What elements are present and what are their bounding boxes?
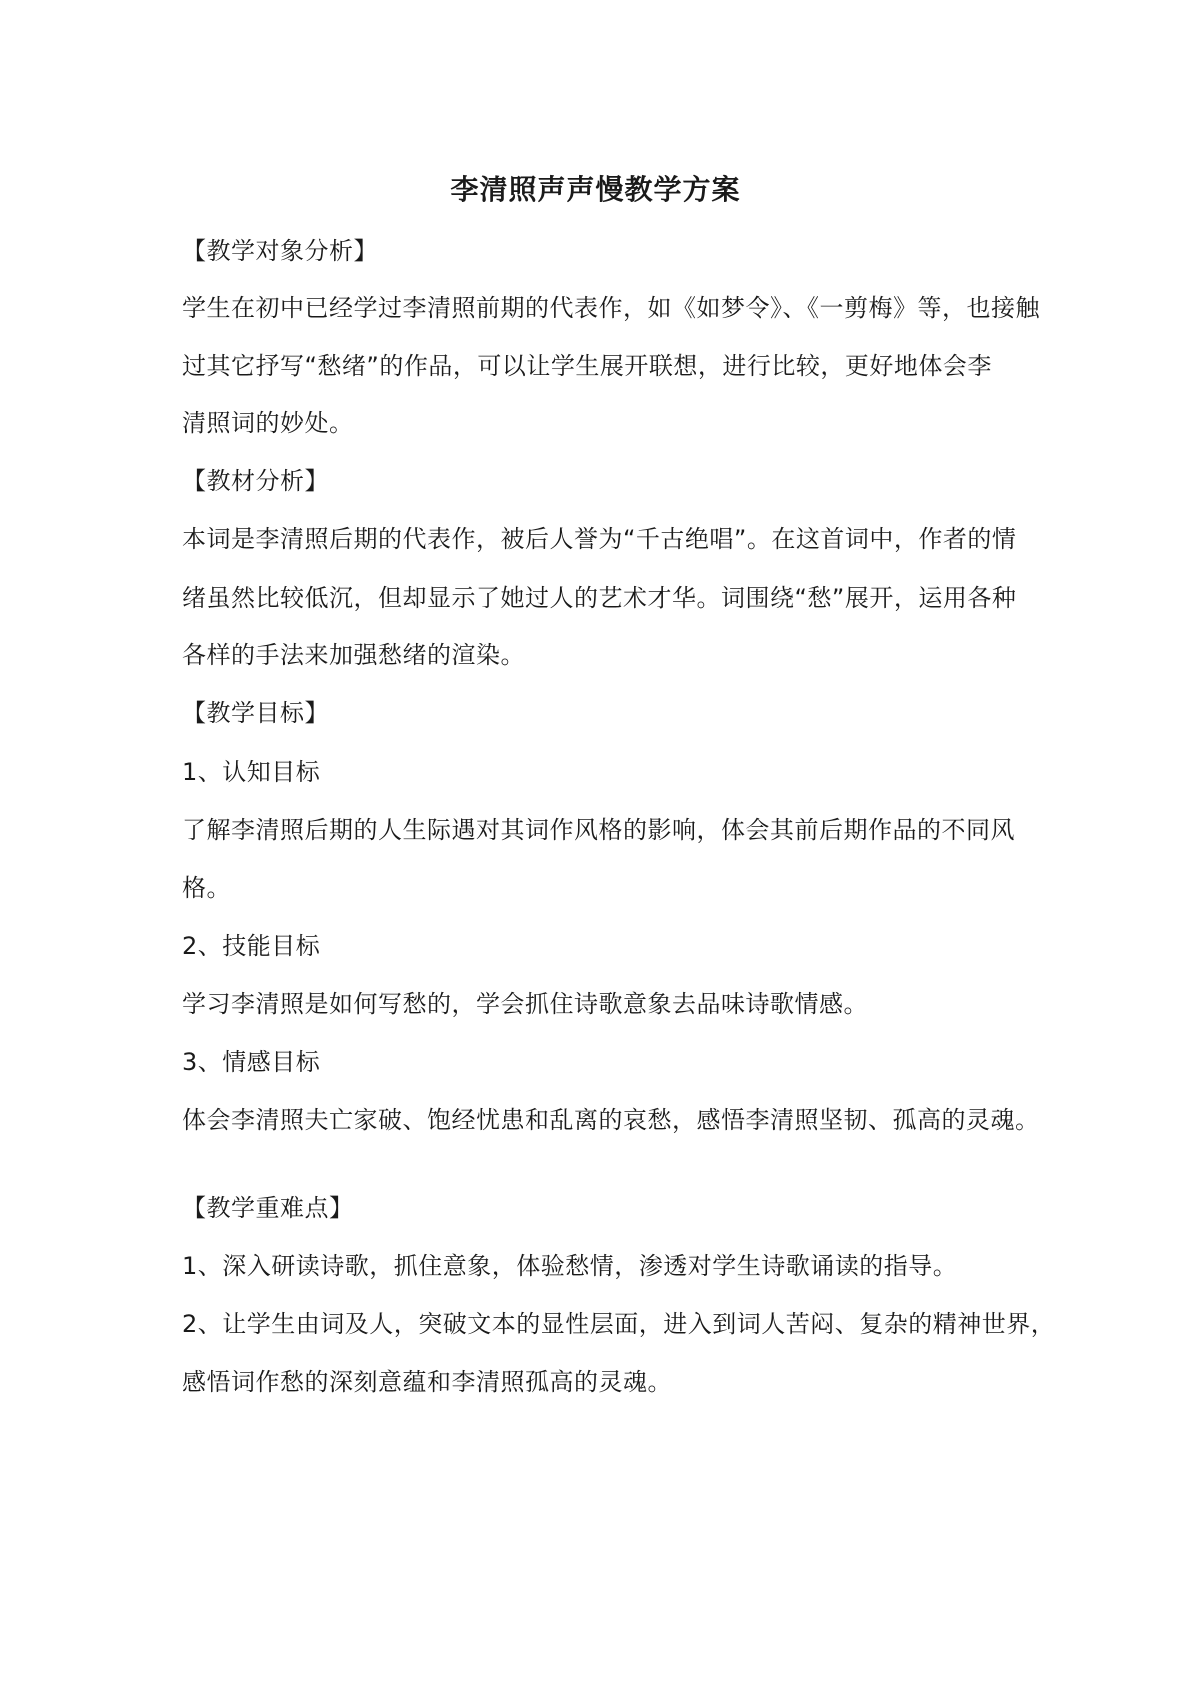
paragraph-line: 体会李清照夫亡家破、饱经忧患和乱离的哀愁，感悟李清照坚韧、孤高的灵魂。 [182, 1106, 1040, 1134]
objective-heading: 2、技能目标 [182, 932, 321, 960]
section-heading-objectives: 【教学目标】 [182, 699, 329, 727]
paragraph-line: 1、深入研读诗歌，抓住意象，体验愁情，渗透对学生诗歌诵读的指导。 [182, 1252, 958, 1280]
objective-heading: 3、情感目标 [182, 1048, 321, 1076]
section-heading-material: 【教材分析】 [182, 467, 329, 495]
paragraph-line: 本词是李清照后期的代表作，被后人誉为“千古绝唱”。在这首词中，作者的情 [182, 525, 1017, 553]
section-heading-audience: 【教学对象分析】 [182, 237, 378, 265]
page-title: 李清照声声慢教学方案 [450, 173, 741, 206]
paragraph-line: 清照词的妙处。 [182, 409, 354, 437]
paragraph-line: 学生在初中已经学过李清照前期的代表作，如《如梦令》、《一剪梅》等，也接触 [182, 294, 1040, 322]
paragraph-line: 学习李清照是如何写愁的，学会抓住诗歌意象去品味诗歌情感。 [182, 990, 868, 1018]
section-heading-keypoints: 【教学重难点】 [182, 1194, 354, 1222]
paragraph-line: 格。 [182, 874, 231, 902]
paragraph-line: 了解李清照后期的人生际遇对其词作风格的影响，体会其前后期作品的不同风 [182, 816, 1015, 844]
paragraph-line: 2、让学生由词及人，突破文本的显性层面，进入到词人苦闷、复杂的精神世界， [182, 1310, 1056, 1338]
paragraph-line: 绪虽然比较低沉，但却显示了她过人的艺术才华。词围绕“愁”展开，运用各种 [182, 584, 1017, 612]
paragraph-line: 感悟词作愁的深刻意蕴和李清照孤高的灵魂。 [182, 1368, 672, 1396]
paragraph-line: 各样的手法来加强愁绪的渲染。 [182, 641, 525, 669]
paragraph-line: 过其它抒写“愁绪”的作品，可以让学生展开联想，进行比较，更好地体会李 [182, 352, 992, 380]
objective-heading: 1、认知目标 [182, 758, 321, 786]
